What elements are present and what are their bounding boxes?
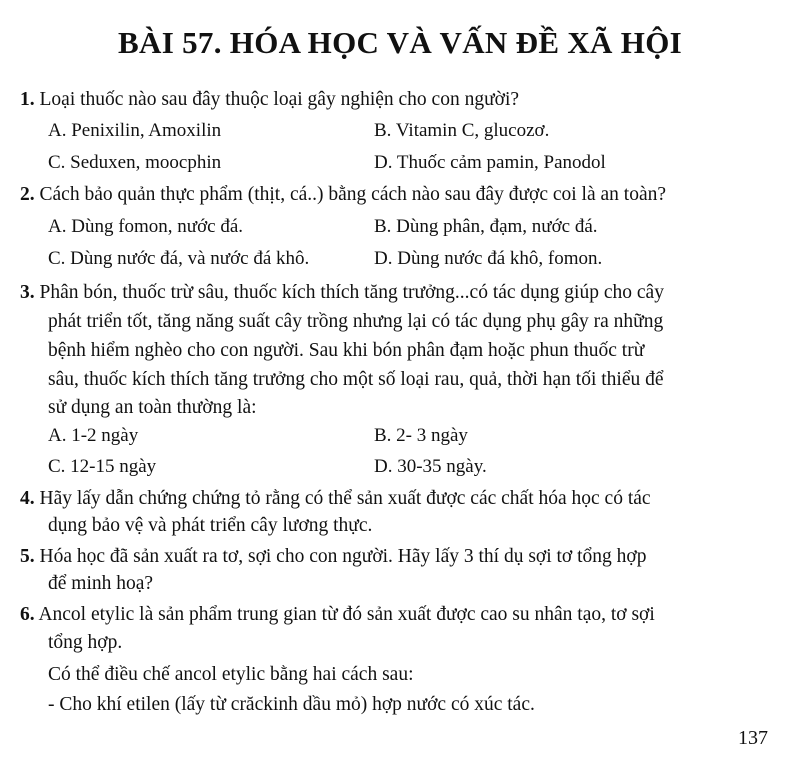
question-text-line: - Cho khí etilen (lấy từ crăckinh dầu mỏ) hợp nước có xúc tác. [48, 694, 535, 715]
question-3 [20, 281, 664, 305]
question-text-line: phát triển tốt, tăng năng suất cây trồng nhưng lại có tác dụng phụ gây ra những [48, 311, 664, 332]
question-text-line: tổng hợp. [48, 632, 123, 653]
question-number: 6. [20, 604, 35, 625]
question-text-line: sử dụng an toàn thường là: [48, 397, 257, 418]
page-title: BÀI 57. HÓA HỌC VÀ VẤN ĐỀ XÃ HỘI [118, 25, 682, 60]
q2-option-b: B. Dùng phân, đạm, nước đá. [374, 216, 598, 237]
question-text: Loại thuốc nào sau đây thuộc loại gây nghiện cho con người? [39, 89, 520, 110]
q3-option-d: D. 30-35 ngày. [374, 456, 487, 477]
question-number: 3. [20, 282, 35, 303]
question-text-line: Phân bón, thuốc trừ sâu, thuốc kích thích tăng trưởng...có tác dụng giúp cho cây [39, 282, 664, 303]
question-text-line: dụng bảo vệ và phát triển cây lương thực. [48, 515, 373, 536]
question-text-line: Hóa học đã sản xuất ra tơ, sợi cho con người. Hãy lấy 3 thí dụ sợi tơ tổng hợp [39, 546, 647, 567]
question-text-line: sâu, thuốc kích thích tăng trưởng cho một số loại rau, quả, thời hạn tối thiểu để [48, 369, 664, 390]
question-number: 4. [20, 488, 35, 509]
question-text-line: Hãy lấy dẫn chứng chứng tỏ rằng có thể sản xuất được các chất hóa học có tác [39, 488, 651, 509]
question-text: Cách bảo quản thực phẩm (thịt, cá..) bằng cách nào sau đây được coi là an toàn? [39, 184, 667, 205]
q2-option-a: A. Dùng fomon, nước đá. [48, 216, 244, 237]
q1-option-b: B. Vitamin C, glucozơ. [374, 120, 550, 141]
q2-option-c: C. Dùng nước đá, và nước đá khô. [48, 248, 310, 269]
question-number: 1. [20, 89, 35, 110]
question-2 [20, 183, 666, 207]
q1-option-c: C. Seduxen, moocphin [48, 152, 222, 173]
q1-option-a: A. Penixilin, Amoxilin [48, 120, 222, 141]
q1-option-d: D. Thuốc cảm pamin, Panodol [374, 152, 606, 173]
question-text-line: Ancol etylic là sản phẩm trung gian từ đó sản xuất được cao su nhân tạo, tơ sợi [38, 604, 655, 625]
question-text-line: bệnh hiểm nghèo cho con người. Sau khi bón phân đạm hoặc phun thuốc trừ [48, 340, 645, 361]
question-5 [20, 545, 646, 569]
question-number: 5. [20, 546, 35, 567]
page-number: 137 [738, 727, 768, 749]
question-text-line: để minh hoạ? [48, 573, 154, 594]
question-number: 2. [20, 184, 35, 205]
q3-option-a: A. 1-2 ngày [48, 425, 139, 446]
question-6 [20, 603, 655, 627]
question-1 [20, 88, 519, 112]
question-4 [20, 487, 651, 511]
q3-option-b: B. 2- 3 ngày [374, 425, 468, 446]
q3-option-c: C. 12-15 ngày [48, 456, 157, 477]
question-text-line: Có thể điều chế ancol etylic bằng hai cách sau: [48, 664, 414, 685]
q2-option-d: D. Dùng nước đá khô, fomon. [374, 248, 603, 269]
